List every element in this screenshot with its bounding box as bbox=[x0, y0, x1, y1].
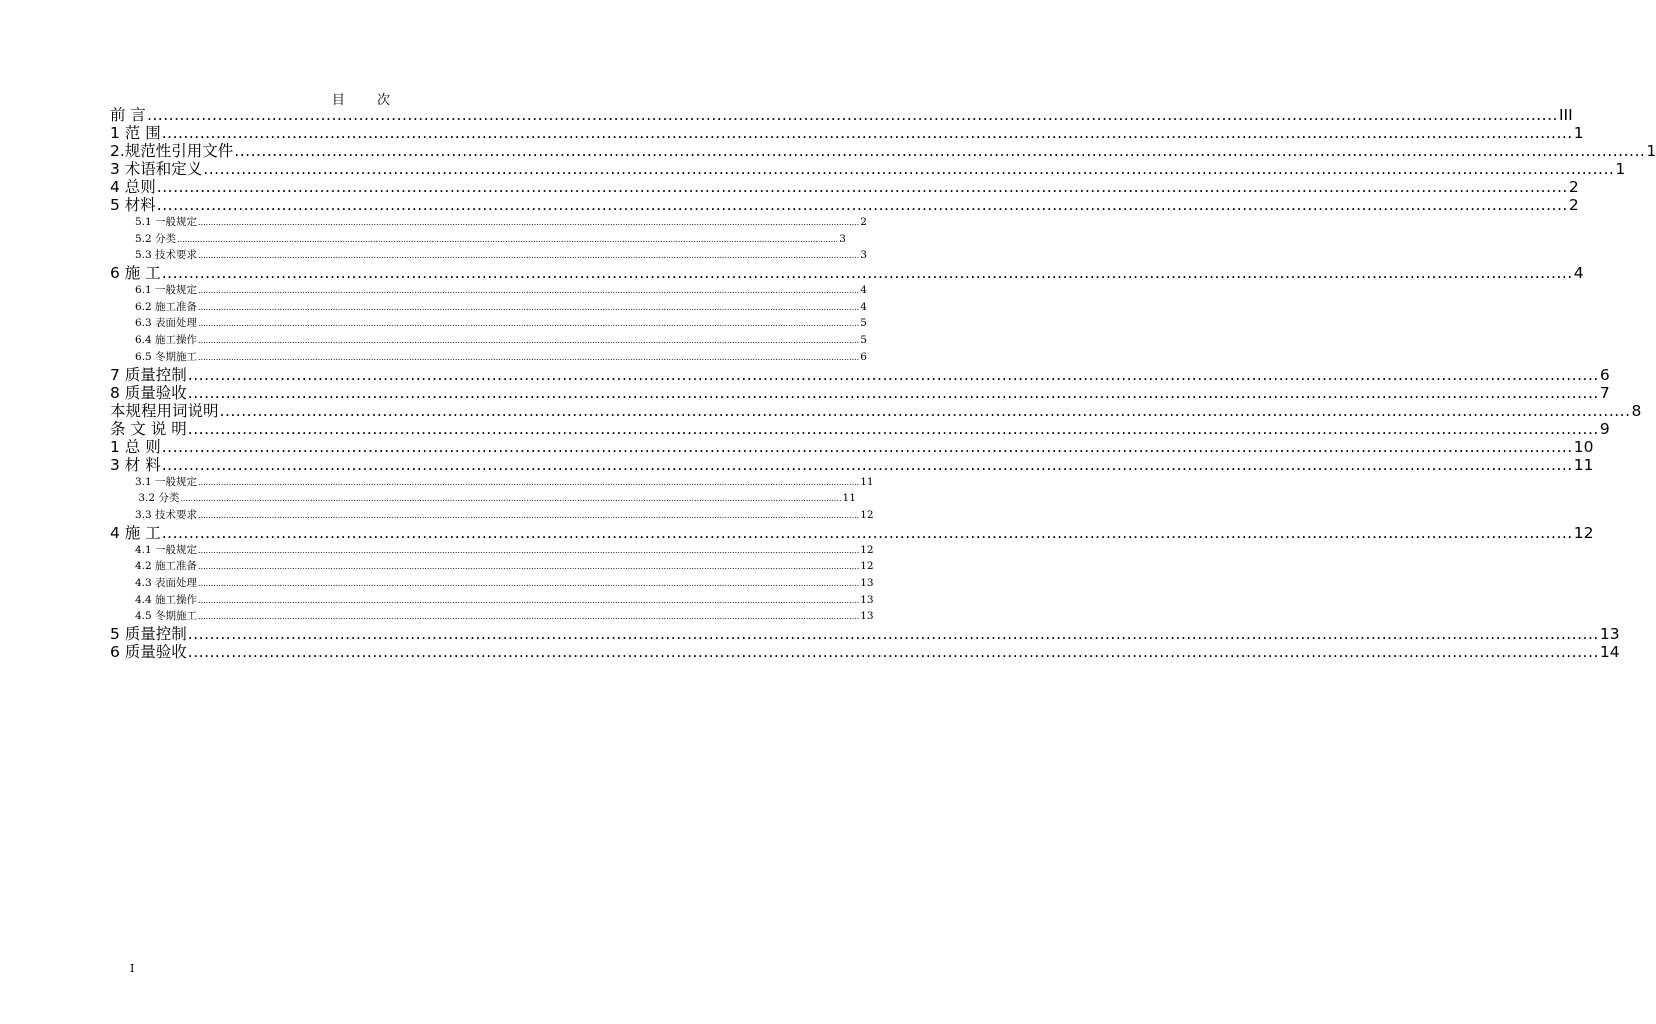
toc-leader-dots: .................................................................................................................................................................................................................................................................... bbox=[187, 419, 1599, 438]
toc-leader-dots: .................................................................................................................................................................................................................................................................... bbox=[198, 595, 860, 605]
toc-leader-dots: .................................................................................................................................................................................................................................................................... bbox=[198, 477, 860, 487]
toc-leader-dots: .................................................................................................................................................................................................................................................................... bbox=[161, 455, 1573, 474]
toc-leader-dots: .................................................................................................................................................................................................................................................................... bbox=[187, 383, 1599, 402]
toc-entry-page-number: 2 bbox=[860, 216, 867, 228]
toc-leader-dots: .................................................................................................................................................................................................................................................................... bbox=[180, 494, 842, 504]
toc-entry-label: 3.2 分类 bbox=[135, 492, 180, 505]
toc-entry-page-number: 9 bbox=[1599, 419, 1610, 438]
toc-entry[interactable] bbox=[110, 401, 1642, 420]
toc-entry-page-number: 13 bbox=[860, 610, 874, 623]
toc-entry-page-number: 2 bbox=[1568, 196, 1579, 214]
toc-entry-page-number: 11 bbox=[842, 492, 856, 505]
toc-leader-dots: .................................................................................................................................................................................................................................................................... bbox=[198, 319, 860, 329]
toc-entry-label: 4.5 冬期施工 bbox=[135, 610, 198, 623]
toc-entry[interactable] bbox=[110, 160, 1626, 178]
toc-leader-dots: .................................................................................................................................................................................................................................................................... bbox=[198, 510, 860, 520]
toc-entry-page-number: 10 bbox=[1573, 437, 1594, 456]
toc-entry-page-number: 4 bbox=[1573, 264, 1584, 283]
toc-leader-dots: .................................................................................................................................................................................................................................................................... bbox=[198, 352, 860, 362]
toc-entry-page-number: 6 bbox=[860, 350, 867, 363]
toc-leader-dots: .................................................................................................................................................................................................................................................................... bbox=[219, 401, 1631, 420]
toc-entry-label: 4 总则 bbox=[110, 178, 156, 196]
toc-entry-page-number: 5 bbox=[860, 334, 867, 347]
toc-entry[interactable] bbox=[110, 437, 1594, 456]
toc-entry-page-number: 14 bbox=[1599, 643, 1620, 661]
toc-entry-page-number: 12 bbox=[860, 508, 874, 521]
toc-subentry[interactable] bbox=[110, 575, 874, 592]
toc-leader-dots: .................................................................................................................................................................................................................................................................... bbox=[161, 264, 1573, 283]
toc-entry-label: 4.2 施工准备 bbox=[135, 560, 198, 573]
toc-entry-label: 前 言 bbox=[110, 106, 146, 124]
toc-entry-label: 1 范 围 bbox=[110, 124, 161, 142]
toc-entry-page-number: 1 bbox=[1615, 160, 1626, 178]
toc-leader-dots: .................................................................................................................................................................................................................................................................... bbox=[198, 562, 860, 572]
toc-entry[interactable] bbox=[110, 178, 1579, 196]
toc-subentry[interactable] bbox=[110, 247, 867, 264]
toc-entry-page-number: 6 bbox=[1599, 365, 1610, 384]
toc-entry-label: 5 质量控制 bbox=[110, 625, 187, 643]
toc-leader-dots: .................................................................................................................................................................................................................................................................... bbox=[161, 437, 1573, 456]
toc-entry[interactable] bbox=[110, 365, 1610, 384]
page-number-footer: I bbox=[130, 962, 135, 975]
toc-leader-dots: .................................................................................................................................................................................................................................................................... bbox=[198, 545, 860, 555]
toc-entry-label: 条 文 说 明 bbox=[110, 419, 187, 438]
toc-leader-dots: .................................................................................................................................................................................................................................................................... bbox=[177, 234, 839, 244]
toc-entry-label: 6 质量验收 bbox=[110, 643, 187, 661]
toc-entry[interactable] bbox=[110, 419, 1610, 438]
toc-entry-label: 6.1 一般规定 bbox=[135, 284, 198, 297]
toc-entry-page-number: III bbox=[1558, 106, 1573, 124]
toc-entry-label: 6 施 工 bbox=[110, 264, 161, 283]
toc-entry-page-number: 3 bbox=[839, 232, 846, 245]
toc-entry-page-number: 5 bbox=[860, 317, 867, 330]
toc-leader-dots: .................................................................................................................................................................................................................................................................... bbox=[161, 523, 1573, 542]
toc-entry-label: 3 术语和定义 bbox=[110, 160, 203, 178]
toc-entry-page-number: 1 bbox=[1646, 142, 1656, 160]
toc-entry-label: 本规程用词说明 bbox=[110, 401, 219, 420]
toc-leader-dots: .................................................................................................................................................................................................................................................................... bbox=[161, 124, 1573, 142]
toc-leader-dots: .................................................................................................................................................................................................................................................................... bbox=[187, 365, 1599, 384]
toc-subentry[interactable] bbox=[110, 592, 874, 609]
toc-entry-page-number: 3 bbox=[860, 249, 867, 262]
toc-entry-label: 4 施 工 bbox=[110, 523, 161, 542]
toc-leader-dots: .................................................................................................................................................................................................................................................................... bbox=[146, 106, 1558, 124]
toc-leader-dots: .................................................................................................................................................................................................................................................................... bbox=[198, 251, 860, 261]
toc-entry-label: 3.1 一般规定 bbox=[135, 475, 198, 488]
toc-entry-label: 4.1 一般规定 bbox=[135, 543, 198, 556]
toc-leader-dots: .................................................................................................................................................................................................................................................................... bbox=[198, 302, 860, 312]
toc-subentry[interactable] bbox=[110, 231, 846, 248]
toc-entry[interactable] bbox=[110, 455, 1594, 474]
toc-entry-page-number: 13 bbox=[1599, 625, 1620, 643]
toc-leader-dots: .................................................................................................................................................................................................................................................................... bbox=[203, 160, 1615, 178]
toc-subentry[interactable] bbox=[110, 315, 867, 332]
table-of-contents bbox=[110, 106, 1656, 661]
toc-entry-page-number: 2 bbox=[1568, 178, 1579, 196]
toc-subentry[interactable] bbox=[110, 608, 874, 625]
toc-entry-page-number: 12 bbox=[1573, 523, 1594, 542]
toc-entry-label: 4.4 施工操作 bbox=[135, 593, 198, 606]
toc-title: 目 次 bbox=[331, 93, 405, 108]
toc-entry[interactable] bbox=[110, 625, 1620, 643]
toc-entry-label: 5 材料 bbox=[110, 196, 156, 214]
toc-subentry[interactable] bbox=[110, 349, 867, 366]
toc-leader-dots: .................................................................................................................................................................................................................................................................... bbox=[198, 336, 860, 346]
toc-entry-label: 1 总 则 bbox=[110, 437, 161, 456]
toc-entry-label: 5.1 一般规定 bbox=[135, 216, 198, 228]
toc-entry-page-number: 11 bbox=[860, 475, 874, 488]
toc-entry[interactable] bbox=[110, 264, 1584, 283]
toc-entry[interactable] bbox=[110, 124, 1584, 142]
toc-entry[interactable] bbox=[110, 523, 1594, 542]
toc-entry-page-number: 7 bbox=[1599, 383, 1610, 402]
toc-subentry[interactable] bbox=[110, 490, 856, 507]
toc-entry-page-number: 4 bbox=[860, 300, 867, 313]
toc-subentry[interactable] bbox=[110, 282, 867, 299]
toc-entry-page-number: 11 bbox=[1573, 455, 1594, 474]
toc-entry-page-number: 12 bbox=[860, 543, 874, 556]
toc-entry-label: 7 质量控制 bbox=[110, 365, 187, 384]
toc-leader-dots: .................................................................................................................................................................................................................................................................... bbox=[156, 196, 1568, 214]
toc-subentry[interactable] bbox=[110, 507, 874, 524]
toc-subentry[interactable] bbox=[110, 542, 874, 559]
toc-subentry[interactable] bbox=[110, 299, 867, 316]
toc-entry-label: 5.3 技术要求 bbox=[135, 249, 198, 262]
toc-entry-label: 6.5 冬期施工 bbox=[135, 350, 198, 363]
toc-subentry[interactable] bbox=[110, 214, 867, 231]
toc-entry-label: 2.规范性引用文件 bbox=[110, 142, 234, 160]
toc-leader-dots: .................................................................................................................................................................................................................................................................... bbox=[187, 625, 1599, 643]
toc-entry[interactable] bbox=[110, 383, 1610, 402]
toc-leader-dots: .................................................................................................................................................................................................................................................................... bbox=[156, 178, 1568, 196]
toc-subentry[interactable] bbox=[110, 474, 874, 491]
toc-entry-label: 6.2 施工准备 bbox=[135, 300, 198, 313]
toc-entry-page-number: 4 bbox=[860, 284, 867, 297]
toc-entry-page-number: 1 bbox=[1573, 124, 1584, 142]
toc-entry-label: 6.4 施工操作 bbox=[135, 334, 198, 347]
toc-entry[interactable] bbox=[110, 196, 1579, 214]
toc-leader-dots: .................................................................................................................................................................................................................................................................... bbox=[234, 142, 1646, 160]
toc-entry-label: 5.2 分类 bbox=[135, 232, 177, 245]
toc-entry[interactable] bbox=[110, 106, 1573, 124]
toc-leader-dots: .................................................................................................................................................................................................................................................................... bbox=[198, 612, 860, 622]
toc-entry[interactable] bbox=[110, 142, 1656, 160]
toc-entry-page-number: 8 bbox=[1631, 401, 1642, 420]
toc-leader-dots: .................................................................................................................................................................................................................................................................... bbox=[198, 218, 860, 227]
toc-entry-page-number: 13 bbox=[860, 593, 874, 606]
toc-subentry[interactable] bbox=[110, 558, 874, 575]
toc-entry-label: 4.3 表面处理 bbox=[135, 576, 198, 589]
toc-entry-label: 3.3 技术要求 bbox=[135, 508, 198, 521]
toc-leader-dots: .................................................................................................................................................................................................................................................................... bbox=[198, 578, 860, 588]
toc-leader-dots: .................................................................................................................................................................................................................................................................... bbox=[187, 643, 1599, 661]
toc-entry-page-number: 13 bbox=[860, 576, 874, 589]
toc-entry-label: 8 质量验收 bbox=[110, 383, 187, 402]
toc-entry[interactable] bbox=[110, 643, 1620, 661]
toc-entry-label: 3 材 料 bbox=[110, 455, 161, 474]
toc-entry-label: 6.3 表面处理 bbox=[135, 317, 198, 330]
toc-subentry[interactable] bbox=[110, 332, 867, 349]
toc-entry-page-number: 12 bbox=[860, 560, 874, 573]
toc-leader-dots: .................................................................................................................................................................................................................................................................... bbox=[198, 286, 860, 296]
